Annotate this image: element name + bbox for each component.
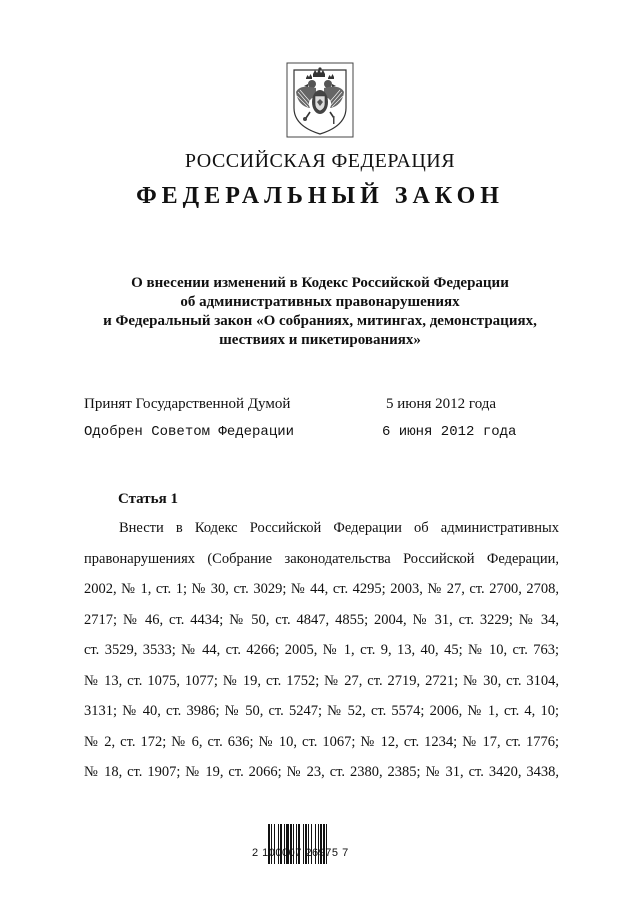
- duma-adoption-label: Принят Государственной Думой: [84, 396, 291, 412]
- article-body-line: 2002, № 1, ст. 1; № 30, ст. 3029; № 44, ст. 4295; 2003, № 27, ст. 2700, 2708,: [84, 581, 559, 597]
- article-heading: Статья 1: [118, 491, 178, 507]
- article-body-line: правонарушениях (Собрание законодательства Российской Федерации,: [84, 550, 559, 567]
- council-approval-label: Одобрен Советом Федерации: [84, 424, 295, 440]
- article-body-line: ст. 3529, 3533; № 44, ст. 4266; 2005, № 1, ст. 9, 13, 40, 45; № 10, ст. 763;: [84, 642, 559, 658]
- barcode-number: 2 100007 26975 7: [252, 847, 349, 859]
- law-title-line: О внесении изменений в Кодекс Российской Федерации: [131, 275, 509, 291]
- article-body-line: № 18, ст. 1907; № 19, ст. 2066; № 23, ст. 2380, 2385; № 31, ст. 3420, 3438,: [84, 764, 559, 780]
- law-title-line: об административных правонарушениях: [180, 294, 460, 310]
- duma-adoption-date: 5 июня 2012 года: [386, 396, 497, 412]
- country-name: РОССИЙСКАЯ ФЕДЕРАЦИЯ: [184, 150, 456, 172]
- russian-coat-of-arms-icon: [286, 62, 354, 138]
- article-body-line: Внести в Кодекс Российской Федерации об административных: [119, 520, 559, 536]
- council-approval-date: 6 июня 2012 года: [382, 424, 517, 440]
- article-body: [84, 513, 559, 788]
- law-title-line: шествиях и пикетированиях»: [219, 332, 421, 348]
- law-title: [90, 274, 550, 350]
- article-body-line: 3131; № 40, ст. 3986; № 50, ст. 5247; № 52, ст. 5574; 2006, № 1, ст. 4, 10;: [84, 703, 559, 719]
- article-body-line: № 13, ст. 1075, 1077; № 19, ст. 1752; № 27, ст. 2719, 2721; № 30, ст. 3104,: [84, 672, 559, 689]
- law-title-line: и Федеральный закон «О собраниях, митингах, демонстрациях,: [103, 313, 537, 329]
- article-body-line: 2717; № 46, ст. 4434; № 50, ст. 4847, 4855; 2004, № 31, ст. 3229; № 34,: [84, 611, 559, 628]
- law-type-heading: ФЕДЕРАЛЬНЫЙ ЗАКОН: [136, 183, 504, 209]
- article-body-line: № 2, ст. 172; № 6, ст. 636; № 10, ст. 1067; № 12, ст. 1234; № 17, ст. 1776;: [84, 733, 559, 750]
